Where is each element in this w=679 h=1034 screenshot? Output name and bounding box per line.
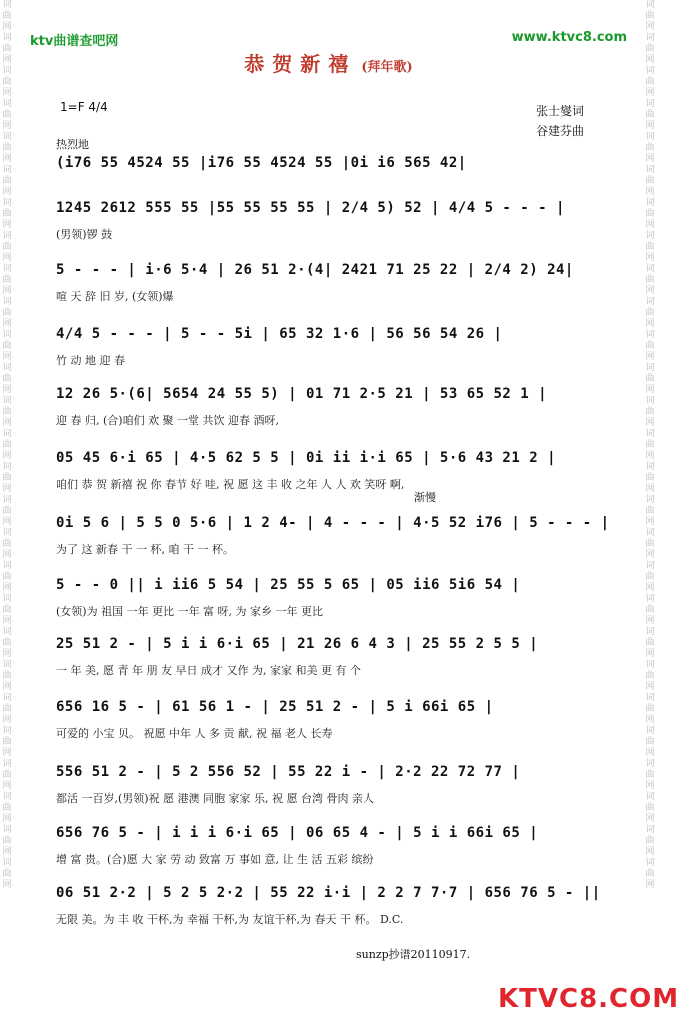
score-line-13: [56, 885, 601, 945]
key-signature: [60, 100, 108, 114]
site-name-left[interactable]: ktv曲谱查吧网: [30, 34, 119, 49]
line-lyrics: 无限 美。为 丰 收 干杯,为 幸福 干杯,为 友谊干杯,为 春天 干 杯。 D.C.: [56, 913, 404, 926]
score-line-5: [56, 386, 586, 446]
line-lyrics: 竹 动 地 迎 春: [56, 354, 125, 367]
score-line-7: [56, 515, 610, 575]
time-signature: 4/4: [88, 100, 108, 114]
transcriber-note: sunzp抄谱20110917.: [356, 948, 471, 961]
line-lyrics: 喧 天 辞 旧 岁, (女领)爆: [56, 290, 174, 303]
line-notes: 0i 5 6 | 5 5 0 5·6 | 1 2 4- | 4 - - - | 4·5 52 i76 | 5 - - - |: [56, 515, 610, 531]
score-line-4: [56, 326, 586, 386]
line-lyrics: 为了 这 新春 干 一 杯, 咱 干 一 杯。: [56, 543, 234, 556]
watermark-right: 词曲网词曲网词曲网词曲网词曲网词曲网词曲网词曲网词曲网词曲网词曲网词曲网词曲网词曲网词曲网词曲网词曲网词曲网词曲网词曲网词曲网词曲网词曲网词曲网词曲网词曲网词曲网: [645, 0, 655, 890]
line-lyrics: 增 富 贵。(合)愿 大 家 劳 动 致富 万 事如 意, 让 生 活 五彩 缤纷: [56, 853, 374, 866]
key-label: 1=F: [60, 100, 85, 114]
line-notes: 656 16 5 - | 61 56 1 - | 25 51 2 - | 5 i 66i 65 |: [56, 699, 494, 715]
line-lyrics: 咱们 恭 贺 新禧 祝 你 春节 好 哇, 祝 愿 这 丰 收 之年 人 人 欢 笑呀 啊,: [56, 478, 405, 491]
score-line-9: [56, 636, 586, 696]
line-lyrics: 都活 一百岁,(男领)祝 愿 港澳 同胞 家家 乐, 祝 愿 台湾 骨肉 亲人: [56, 792, 375, 805]
line-lyrics: 一 年 美, 愿 青 年 朋 友 早日 成才 又作 为, 家家 和美 更 有 个: [56, 664, 361, 677]
site-logo[interactable]: KTVC8.COM: [498, 984, 679, 1014]
score-line-10: [56, 699, 586, 759]
song-title: [0, 48, 657, 77]
song-title-main: 恭贺新禧: [244, 52, 357, 76]
line-lyrics: (男领)锣 鼓: [56, 228, 113, 241]
line-notes: 5 - - 0 || i ii6 5 54 | 25 55 5 65 | 05 ii6 5i6 54 |: [56, 577, 521, 593]
site-url-right[interactable]: www.ktvc8.com: [511, 30, 627, 45]
score-line-2: [56, 200, 586, 260]
lyricist-credit: 张士燮词: [536, 104, 585, 118]
line-notes: 25 51 2 - | 5 i i 6·i 65 | 21 26 6 4 3 | 25 55 2 5 5 |: [56, 636, 539, 652]
score-line-8: [56, 577, 586, 637]
song-title-sub: (拜年歌): [361, 60, 413, 75]
line-notes: 556 51 2 - | 5 2 556 52 | 55 22 i - | 2·2 22 72 77 |: [56, 764, 521, 780]
line-lyrics: 迎 春 归, (合)咱们 欢 聚 一堂 共饮 迎春 酒呀,: [56, 414, 280, 427]
line-notes: 5 - - - | i·6 5·4 | 26 51 2·(4| 2421 71 25 22 | 2/4 2) 24|: [56, 262, 574, 278]
score-line-12: [56, 825, 586, 885]
score-line-3: [56, 262, 586, 322]
score-line-6: [56, 450, 586, 510]
score-line-11: [56, 764, 586, 824]
line-notes: 656 76 5 - | i i i 6·i 65 | 06 65 4 - | 5 i i 66i 65 |: [56, 825, 539, 841]
line-notes: 06 51 2·2 | 5 2 5 2·2 | 55 22 i·i | 2 2 7 7·7 | 656 76 5 - ||: [56, 885, 601, 901]
line-notes: 4/4 5 - - - | 5 - - 5i | 65 32 1·6 | 56 56 54 26 |: [56, 326, 503, 342]
line-notes: 12 26 5·(6| 5654 24 55 5) | 01 71 2·5 21 | 53 65 52 1 |: [56, 386, 548, 402]
line-notes: 05 45 6·i 65 | 4·5 62 5 5 | 0i ii i·i 65 | 5·6 43 21 2 |: [56, 450, 557, 466]
line-lyrics: 可爱的 小宝 贝。 祝愿 中年 人 多 贡 献, 祝 福 老人 长寿: [56, 727, 333, 740]
watermark-left: 词曲网词曲网词曲网词曲网词曲网词曲网词曲网词曲网词曲网词曲网词曲网词曲网词曲网词曲网词曲网词曲网词曲网词曲网词曲网词曲网词曲网词曲网词曲网词曲网词曲网词曲网词曲网: [2, 0, 12, 890]
tempo-marking: 热烈地: [56, 138, 89, 151]
line-lyrics: (女领)为 祖国 一年 更比 一年 富 呀, 为 家乡 一年 更比: [56, 605, 324, 618]
line-notes: 1245 2612 555 55 |55 55 55 55 | 2/4 5) 52 | 4/4 5 - - - |: [56, 200, 565, 216]
line-notes: (i76 55 4524 55 |i76 55 4524 55 |0i i6 565 42|: [56, 155, 467, 171]
composer-credit: 谷建芬曲: [536, 124, 585, 138]
slowing-marking: 渐慢: [414, 491, 436, 504]
